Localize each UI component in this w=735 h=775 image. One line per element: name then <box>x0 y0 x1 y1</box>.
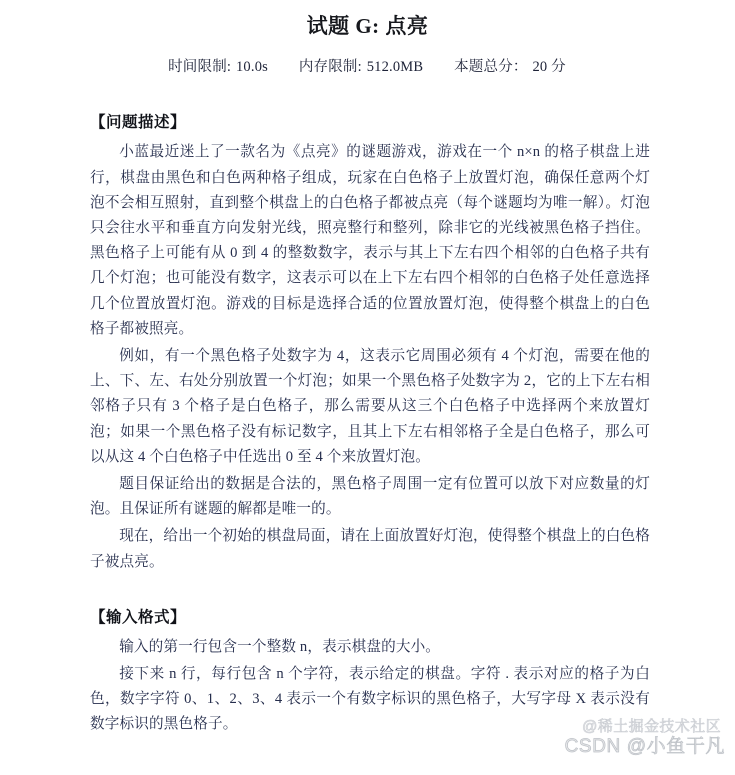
memory-limit <box>299 55 424 76</box>
page-title: 试题 G: 点亮 <box>306 14 429 38</box>
problem-limits <box>0 55 735 76</box>
paragraph: 小蓝最近迷上了一款名为《点亮》的谜题游戏，游戏在一个 n×n 的格子棋盘上进行，棋盘由黑色和白色两种格子组成，玩家在白色格子上放置灯泡，确保任意两个灯泡不会相互照射，直到整个棋盘上的白色格子都被点亮（每个谜题均为唯一解）。灯泡只会往水平和垂直方向发射光线，照亮整行和整列，除非它的光线被黑色格子挡住。黑色格子上可能有从 0 到 4 的整数数字，表示与其上下左右四个相邻的白色格子共有几个灯泡；也可能没有数字，这表示可以在上下左右四个相邻的白色格子处任意选择几个位置放置灯泡。游戏的目标是选择合适的位置放置灯泡，使得整个棋盘上的白色格子都被照亮。 <box>90 144 650 337</box>
document-page <box>0 12 735 775</box>
document-body <box>85 110 650 737</box>
time-limit-label: 时间限制: <box>168 59 232 76</box>
paragraph: 例如，有一个黑色格子处数字为 4，这表示它周围必须有 4 个灯泡，需要在他的上、下、左、右处分别放置一个灯泡；如果一个黑色格子处数字为 2，它的上下左右相邻格子只有 3 个格子是白色格子，那么需要从这三个白色格子中选择两个来放置灯泡；如果一个黑色格子没有标记数字，且其上下左右相邻格子全是白色格子，那么可以从这 4 个白色格子中任选出 0 至 4 个来放置灯泡。 <box>90 348 650 465</box>
memory-limit-value: 512.0MB <box>366 59 424 76</box>
csdn-watermark: CSDN @小鱼干凡 <box>564 736 725 757</box>
paragraph: 输入的第一行包含一个整数 n，表示棋盘的大小。 <box>119 638 441 655</box>
total-score-value: 20 分 <box>532 59 566 76</box>
section-heading-input-format: 【输入格式】 <box>90 608 187 626</box>
time-limit-value: 10.0s <box>235 59 268 76</box>
section-heading-problem-description: 【问题描述】 <box>90 114 187 132</box>
memory-limit-label: 内存限制: <box>298 59 362 76</box>
time-limit <box>168 55 269 76</box>
juejin-watermark: @稀土掘金技术社区 <box>582 718 721 735</box>
paragraph: 题目保证给出的数据是合法的，黑色格子周围一定有位置可以放下对应数量的灯泡。且保证所有谜题的解都是唯一的。 <box>90 476 650 518</box>
total-score <box>454 55 567 76</box>
paragraph: 现在，给出一个初始的棋盘局面，请在上面放置好灯泡，使得整个棋盘上的白色格子被点亮。 <box>90 528 650 570</box>
paragraph: 接下来 n 行，每行包含 n 个字符，表示给定的棋盘。字符 . 表示对应的格子为白色，数字字符 0、1、2、3、4 表示一个有数字标识的黑色格子，大写字母 X 表示没有数字标识的黑色格子。 <box>90 666 650 733</box>
total-score-label: 本题总分： <box>454 59 528 76</box>
